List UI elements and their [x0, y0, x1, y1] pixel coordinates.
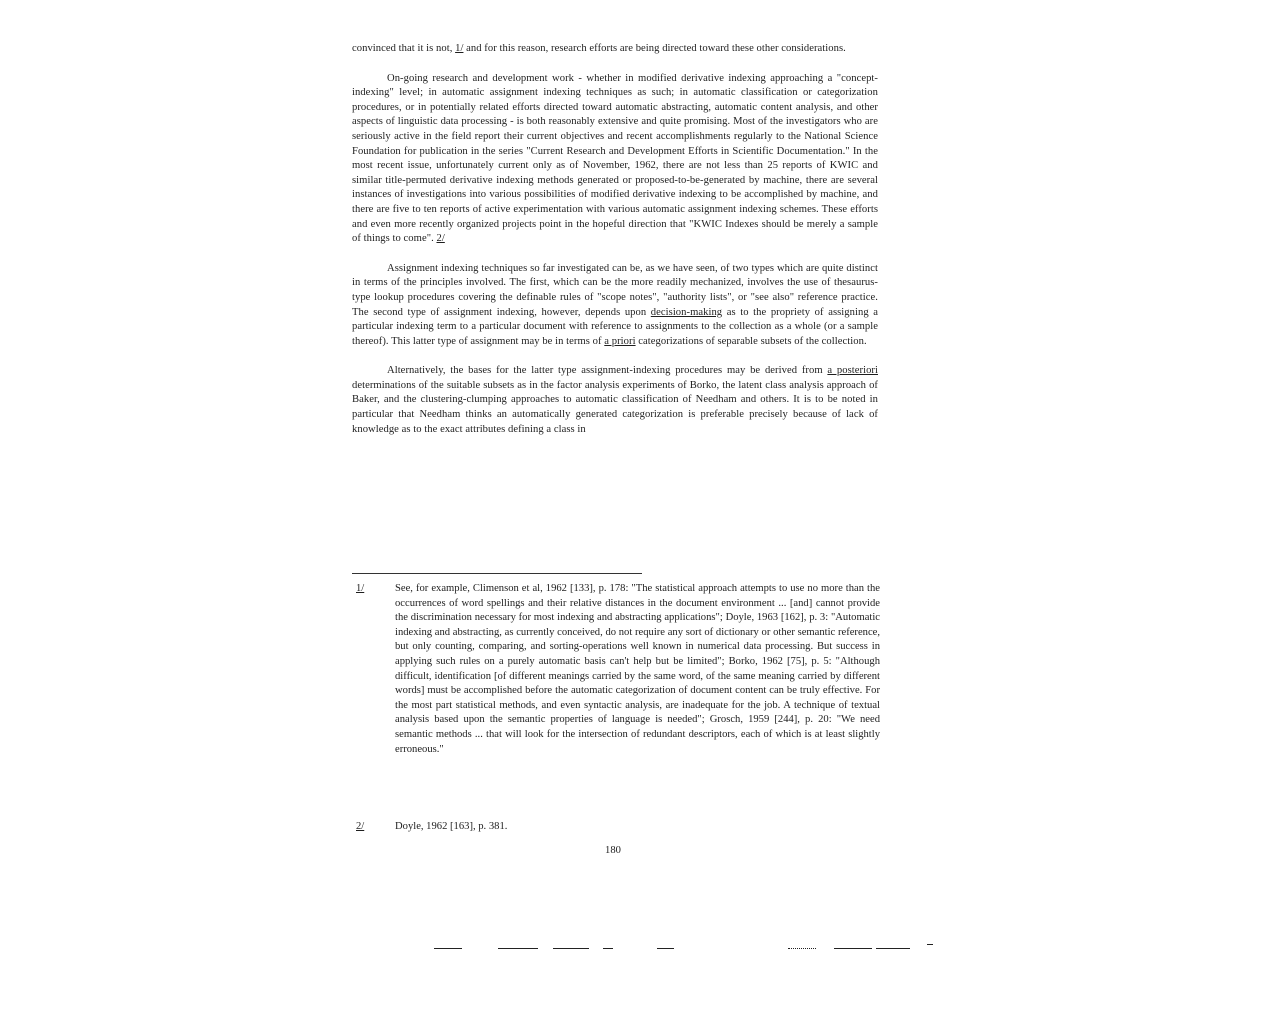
paragraph-continuation: convinced that it is not, 1/ and for this reason, research efforts are being directed toward these other considerations.	[352, 43, 846, 54]
scan-artifact-line	[553, 948, 589, 949]
scan-artifact-line	[834, 948, 872, 949]
footnote-reference: 1/	[455, 43, 464, 54]
paragraph-alternatively: Alternatively, the bases for the latter type assignment-indexing procedures may be derived from a posteriori determinations of the suitable subsets as in the factor analysis experiments of Borko, the latent class analysis approach of Baker, and the clustering-clumping approaches to automatic classification of Needham and others. It is to be noted in particular that Needham thinks an automatically generated categorization is preferable precisely because of lack of knowledge as to the exact attributes defining a class in	[352, 365, 878, 435]
scan-artifact-line	[657, 948, 674, 949]
scan-artifact-line	[603, 948, 613, 949]
page-number: 180	[605, 845, 621, 856]
scan-artifact-line	[876, 948, 910, 949]
footnote-reference: 2/	[436, 233, 445, 245]
footnote-1	[356, 582, 880, 757]
scan-artifact-line	[927, 944, 933, 945]
underlined-term: a posteriori	[827, 365, 878, 377]
underlined-term: decision-making	[650, 306, 723, 318]
scan-artifact-line	[788, 948, 816, 949]
footnote-separator	[352, 573, 642, 574]
footnote-2	[356, 820, 880, 835]
paragraph-assignment: Assignment indexing techniques so far investigated can be, as we have seen, of two types which are quite distinct in terms of the principles involved. The first, which can be the more readily mechanized, involves the use of thesaurus-type lookup procedures covering the definable rules of "scope notes", "authority lists", or "see also" reference practice. The second type of assignment indexing, however, depends upon decision-making as to the propriety of assigning a particular indexing term to a particular document with reference to assignments to the collection as a whole (or a sample thereof). This latter type of assignment may be in terms of a priori categorizations of separable subsets of the collection.	[352, 262, 878, 347]
body-text	[352, 42, 878, 437]
underlined-term: a priori	[604, 335, 636, 347]
paragraph-research: On-going research and development work - whether in modified derivative indexing approaching a "concept-indexing" level; in automatic assignment indexing techniques as such; in automatic classification or categorization procedures, or in potentially related efforts directed toward automatic abstracting, automatic content analysis, and other aspects of linguistic data processing - is both reasonably extensive and quite promising. Most of the investigators who are seriously active in the field report their current objectives and recent accomplishments regularly to the National Science Foundation for publication in the series "Current Research and Development Efforts in Scientific Documentation." In the most recent issue, unfortunately current only as of November, 1962, there are not less than 25 reports of KWIC and similar title-permuted derivative indexing methods generated or proposed-to-be-generated by machine, there are several instances of investigations into various possibilities of modified derivative indexing to be accomplished by machine, and there are five to ten reports of active experimentation with various automatic assignment indexing schemes. These efforts and even more recently organized projects point in the hopeful direction that "KWIC Indexes should be merely a sample of things to come". 2/	[352, 72, 878, 245]
footnote-1-mark: 1/	[356, 583, 365, 594]
footnote-2-text: Doyle, 1962 [163], p. 381.	[395, 821, 508, 832]
footnote-2-mark: 2/	[356, 821, 365, 832]
scan-artifact-line	[434, 948, 462, 949]
footnote-1-text: See, for example, Climenson et al, 1962 [133], p. 178: "The statistical approach attempts to use no more than the occurrences of word spellings and their relative distances in the document environment ... [and] cannot provide the discrimination necessary for most indexing and abstracting applications"; Doyle, 1963 [162], p. 3: "Automatic indexing and abstracting, as currently conceived, do not require any sort of dictionary or other semantic reference, but only counting, comparing, and sorting-operations well known in numerical data processing. But success in applying such rules on a purely automatic basis can't help but be limited"; Borko, 1962 [75], p. 5: "Although difficult, identification [of different meanings carried by the same word, of the same meaning carried by different words] must be accomplished before the automatic categorization of document content can be truly effective. For the most part statistical methods, and even syntactic analysis, are inadequate for the job. A technique of textual analysis based upon the semantic properties of language is needed"; Grosch, 1959 [244], p. 20: "We need semantic methods ... that will look for the intersection of redundant descriptors, each of which is at least slightly erroneous."	[395, 583, 880, 755]
scan-artifact-line	[498, 948, 538, 949]
